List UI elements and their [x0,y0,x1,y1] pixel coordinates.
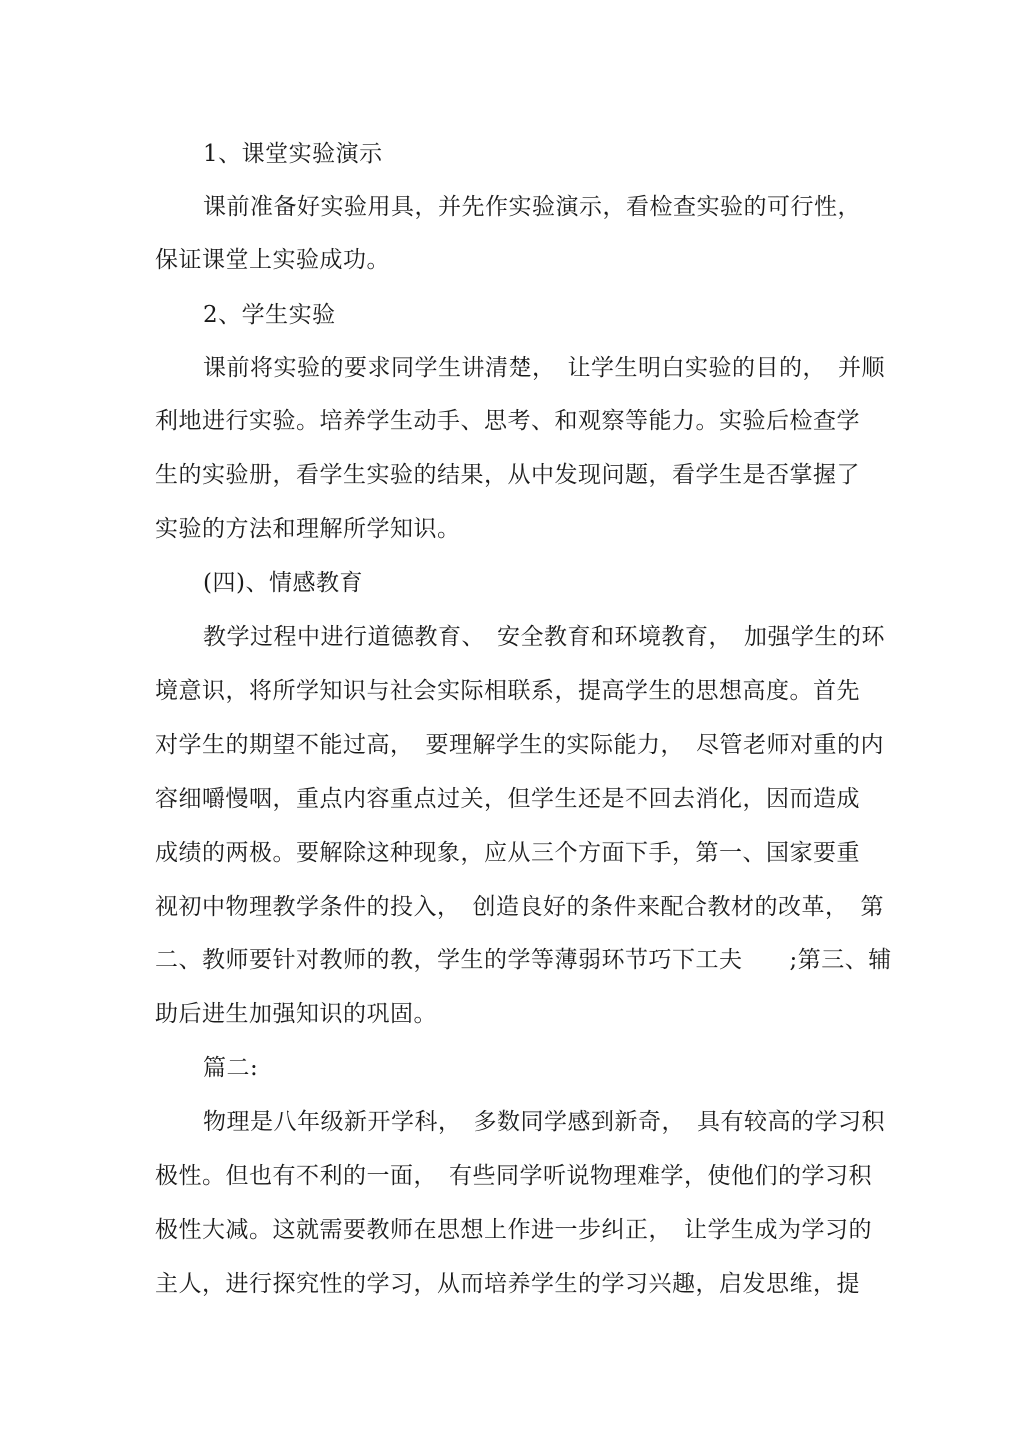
paragraph-line: 教学过程中进行道德教育、 安全教育和环境教育， 加强学生的环 [203,624,885,650]
heading-2: 2、学生实验 [203,302,336,328]
paragraph-line: 实验的方法和理解所学知识。 [155,516,461,542]
heading-section-4: (四)、情感教育 [203,570,363,596]
paragraph-line: 利地进行实验。培养学生动手、思考、和观察等能力。实验后检查学 [155,408,860,434]
paragraph-line: 容细嚼慢咽，重点内容重点过关，但学生还是不回去消化，因而造成 [155,786,860,812]
paragraph-line: 成绩的两极。要解除这种现象，应从三个方面下手，第一、国家要重 [155,840,860,866]
heading-1: 1、课堂实验演示 [203,141,383,167]
paragraph-line: 助后进生加强知识的巩固。 [155,1001,437,1027]
paragraph-line: 物理是八年级新开学科， 多数同学感到新奇， 具有较高的学习积 [203,1109,885,1135]
paragraph-line: 课前将实验的要求同学生讲清楚， 让学生明白实验的目的， 并顺 [203,355,885,381]
paragraph-line: 二、教师要针对教师的教，学生的学等薄弱环节巧下工夫 ;第三、辅 [155,947,892,973]
paragraph-line: 极性大减。这就需要教师在思想上作进一步纠正， 让学生成为学习的 [155,1217,872,1243]
paragraph-line: 对学生的期望不能过高， 要理解学生的实际能力， 尽管老师对重的内 [155,732,884,758]
paragraph-line: 保证课堂上实验成功。 [155,247,390,273]
paragraph-line: 课前准备好实验用具，并先作实验演示，看检查实验的可行性， [203,194,861,220]
paragraph-line: 主人，进行探究性的学习，从而培养学生的学习兴趣，启发思维，提 [155,1271,860,1297]
paragraph-line: 生的实验册，看学生实验的结果，从中发现问题，看学生是否掌握了 [155,462,860,488]
paragraph-line: 视初中物理教学条件的投入， 创造良好的条件来配合教材的改革， 第 [155,894,884,920]
heading-part-2: 篇二: [203,1055,259,1081]
paragraph-line: 境意识，将所学知识与社会实际相联系，提高学生的思想高度。首先 [155,678,860,704]
paragraph-line: 极性。但也有不利的一面， 有些同学听说物理难学，使他们的学习积 [155,1163,872,1189]
